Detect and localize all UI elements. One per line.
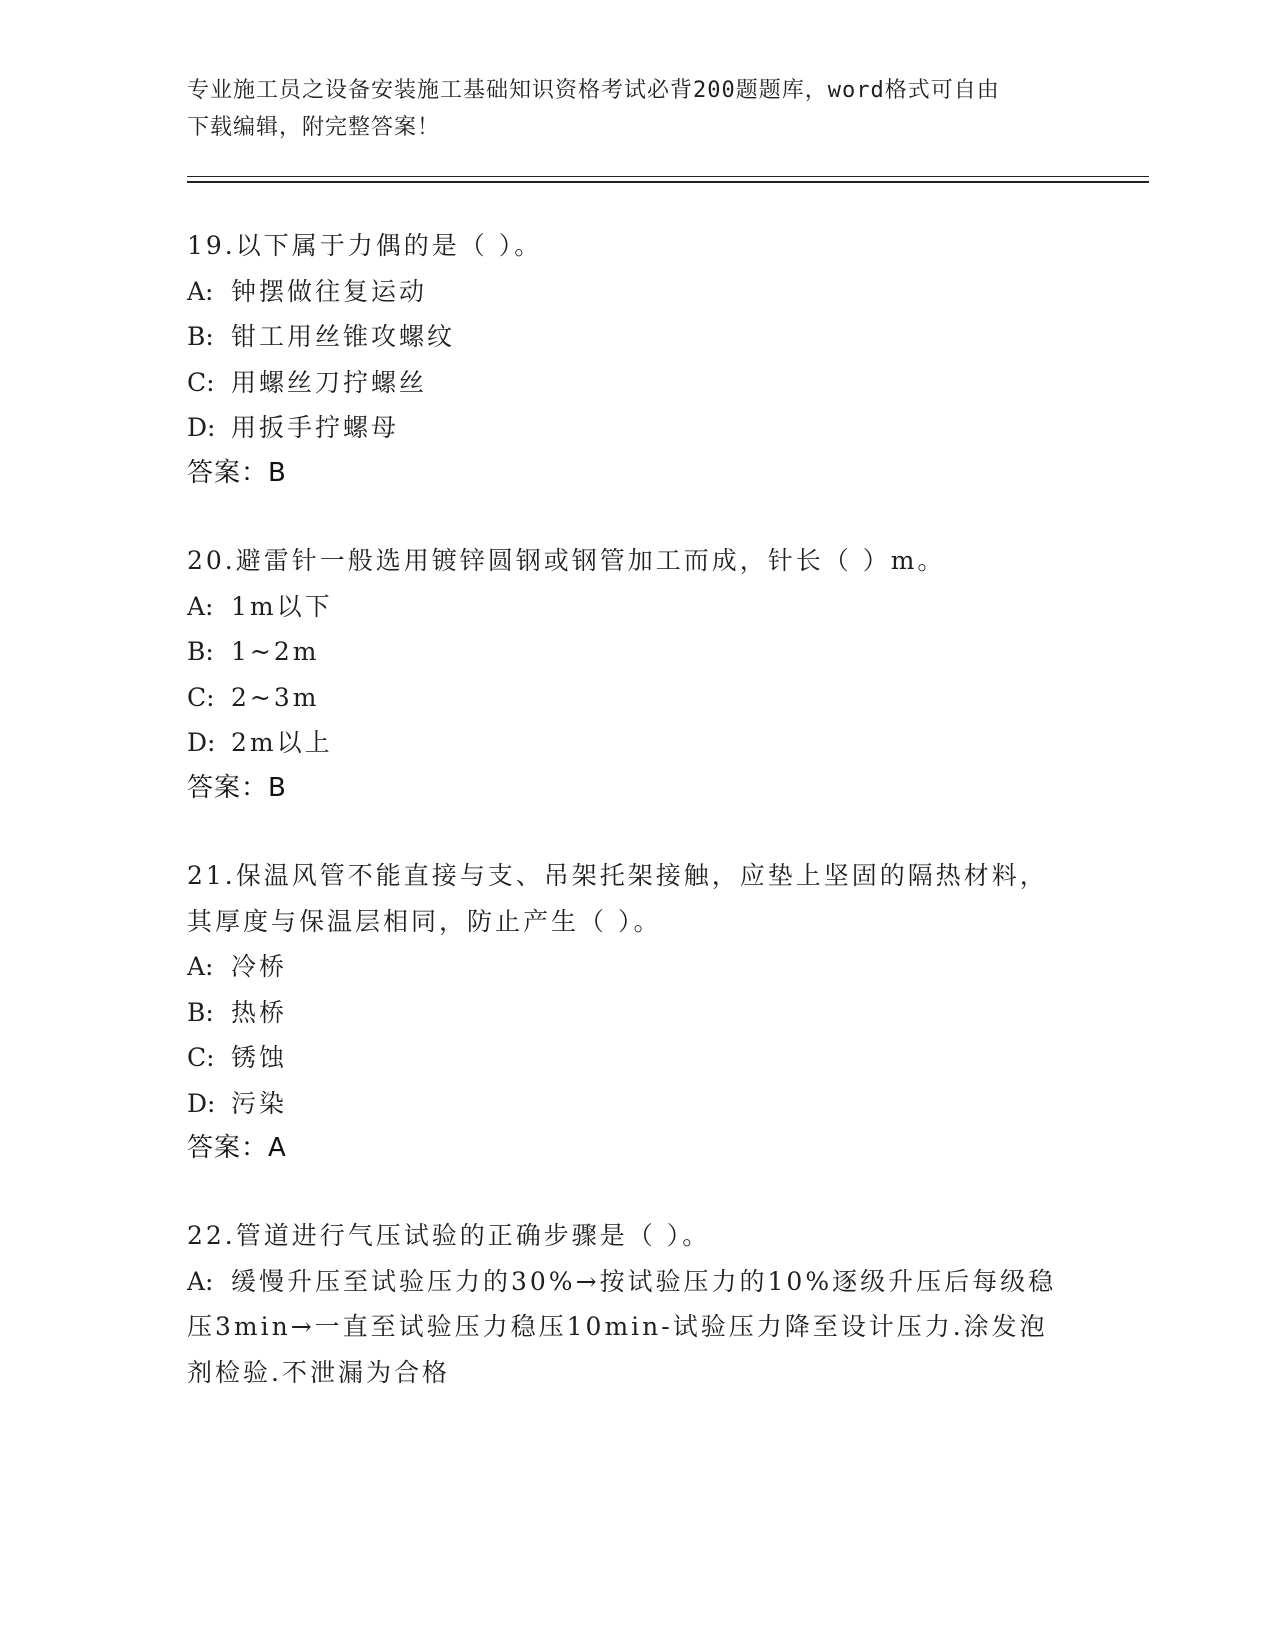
option-d [187,405,1067,451]
option-text: 1~2m [231,637,320,666]
option-label: B: [187,997,214,1027]
header-line-1: 专业施工员之设备安装施工基础知识资格考试必背200题题库，word格式可自由 [187,78,1000,103]
option-c [187,360,1067,406]
option-label: B: [187,322,214,351]
option-text: 2~3m [231,682,320,712]
option-a [187,944,1067,990]
document-header [187,72,1067,146]
answer-line: 答案：B [187,457,287,488]
question-21 [187,853,1067,1172]
option-label: D: [187,1088,216,1118]
option-c [187,1035,1067,1081]
header-line-2: 下载编辑，附完整答案！ [187,115,441,140]
question-stem: 22.管道进行气压试验的正确步骤是（ ）。 [187,1221,711,1250]
option-text: 钳工用丝锥攻螺纹 [231,322,456,351]
option-a-continuation-2: 剂检验.不泄漏为合格 [187,1357,450,1387]
option-label: D: [187,728,216,757]
option-label: A: [187,591,214,621]
option-label: A: [187,276,214,306]
question-stem: 19.以下属于力偶的是（ ）。 [187,231,543,260]
option-label: C: [187,367,215,397]
option-label: C: [187,1043,215,1072]
option-d [187,720,1067,766]
option-text: 热桥 [231,997,288,1027]
question-stem-line-1: 21.保温风管不能直接与支、吊架托架接触，应垫上坚固的隔热材料， [187,861,1048,890]
option-d [187,1081,1067,1127]
question-20 [187,538,1067,811]
option-b [187,990,1067,1036]
option-text: 冷桥 [231,952,288,981]
option-text: 1m以下 [231,591,333,621]
option-b [187,314,1067,360]
option-text-line-1: 缓慢升压至试验压力的30%→按试验压力的10%逐级升压后每级稳 [231,1266,1057,1296]
question-stem: 20.避雷针一般选用镀锌圆钢或钢管加工而成，针长（ ）m。 [187,546,946,575]
option-label: A: [187,1266,214,1296]
option-c [187,675,1067,721]
answer-line: 答案：A [187,1133,287,1163]
question-22 [187,1213,1067,1395]
question-stem-line-2: 其厚度与保温层相同，防止产生（ ）。 [187,906,662,936]
option-label: A: [187,952,214,981]
question-19 [187,223,1067,496]
option-label: B: [187,637,214,666]
option-a-continuation-1: 压3min→一直至试验压力稳压10min-试验压力降至设计压力.涂发泡 [187,1312,1048,1341]
option-label: D: [187,413,216,442]
option-text: 2m以上 [231,728,333,757]
option-text: 用扳手拧螺母 [231,413,400,442]
header-divider-thin [187,176,1149,177]
option-a [187,584,1067,630]
option-text: 用螺丝刀拧螺丝 [231,367,428,397]
option-b [187,629,1067,675]
answer-line: 答案：B [187,772,287,803]
option-text: 钟摆做往复运动 [231,276,428,306]
option-a [187,269,1067,315]
header-divider-thick [187,181,1149,183]
option-label: C: [187,682,215,712]
option-text: 污染 [231,1088,288,1118]
option-a [187,1259,1067,1305]
option-text: 锈蚀 [231,1043,288,1072]
